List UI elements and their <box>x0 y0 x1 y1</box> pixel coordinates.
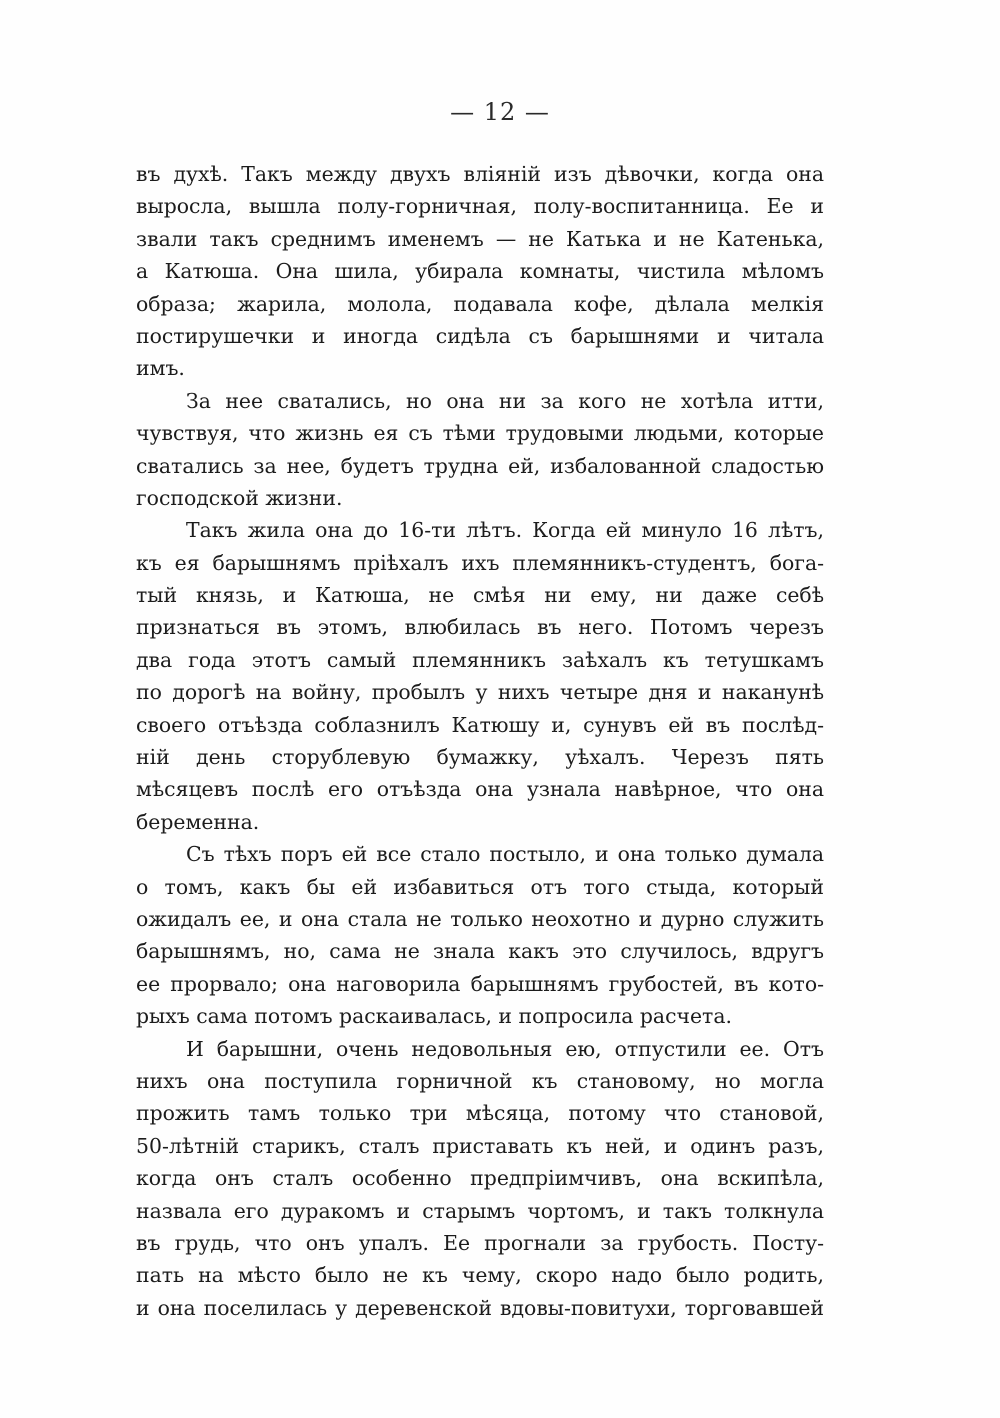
text-line: выросла, вышла полу-горничная, полу-воспитанница. Ее и <box>136 194 824 219</box>
text-line: беременна. <box>136 809 260 834</box>
text-line: два года этотъ самый племянникъ заѣхалъ къ тетушкамъ <box>136 647 824 672</box>
text-line: нихъ она поступила горничной къ становому, но могла <box>136 1068 824 1093</box>
text-line: звали такъ среднимъ именемъ — не Катька и не Катенька, <box>136 226 824 251</box>
text-line: ній день сторублевую бумажку, уѣхалъ. Черезъ пять <box>136 745 824 770</box>
page-number: — 12 — <box>450 98 550 126</box>
text-line: постирушечки и иногда сидѣла съ барышнями и читала <box>136 323 824 348</box>
text-line: а Катюша. Она шила, убирала комнаты, чистила мѣломъ <box>136 259 824 284</box>
text-line: мѣсяцевъ послѣ его отъѣзда она узнала навѣрное, что она <box>136 777 824 802</box>
text-line: господской жизни. <box>136 485 343 510</box>
paragraph <box>136 514 824 838</box>
text-line: За нее сватались, но она ни за кого не хотѣла итти, <box>186 388 824 413</box>
text-line: къ ея барышнямъ пріѣхалъ ихъ племянникъ-студентъ, бога- <box>136 550 824 575</box>
text-line: въ грудь, что онъ упалъ. Ее прогнали за грубость. Посту- <box>136 1230 824 1255</box>
text-line: 50-лѣтній старикъ, сталъ приставать къ ней, и одинъ разъ, <box>136 1133 824 1158</box>
paragraph <box>136 838 824 1032</box>
text-line: сватались за нее, будетъ трудна ей, избалованной сладостью <box>136 453 824 478</box>
text-line: чувствуя, что жизнь ея съ тѣми трудовыми людьми, которые <box>136 421 824 446</box>
text-line: Такъ жила она до 16-ти лѣтъ. Когда ей минуло 16 лѣтъ, <box>186 518 824 543</box>
text-line: о томъ, какъ бы ей избавиться отъ того стыда, который <box>136 874 824 899</box>
paragraph <box>136 385 824 515</box>
paragraph <box>136 158 824 385</box>
text-line: въ духѣ. Такъ между двухъ вліяній изъ дѣвочки, когда она <box>136 162 824 186</box>
text-line: пать на мѣсто было не къ чему, скоро надо было родить, <box>136 1263 824 1288</box>
text-line: Съ тѣхъ поръ ей все стало постыло, и она только думала <box>186 842 824 867</box>
text-line: когда онъ сталъ особенно предпріимчивъ, она вскипѣла, <box>136 1166 824 1191</box>
body-text <box>136 158 824 1324</box>
text-line: назвала его дуракомъ и старымъ чортомъ, и такъ толкнула <box>136 1198 824 1223</box>
text-line: образа; жарила, молола, подавала кофе, дѣлала мелкія <box>136 291 824 316</box>
text-line: своего отъѣзда соблазнилъ Катюшу и, сунувъ ей въ послѣд- <box>136 712 824 737</box>
paragraph <box>136 1033 824 1325</box>
text-line: И барышни, очень недовольныя ею, отпустили ее. Отъ <box>186 1036 824 1061</box>
text-line: тый князь, и Катюша, не смѣя ни ему, ни даже себѣ <box>136 583 824 608</box>
text-line: признаться въ этомъ, влюбилась въ него. Потомъ черезъ <box>136 615 824 640</box>
text-line: барышнямъ, но, сама не знала какъ это случилось, вдругъ <box>136 939 824 964</box>
text-line: прожить тамъ только три мѣсяца, потому что становой, <box>136 1101 824 1126</box>
text-line: имъ. <box>136 356 185 381</box>
text-line: ее прорвало; она наговорила барышнямъ грубостей, въ кото- <box>136 971 824 996</box>
text-line: по дорогѣ на войну, пробылъ у нихъ четыре дня и наканунѣ <box>136 680 824 705</box>
text-line: ожидалъ ее, и она стала не только неохотно и дурно служить <box>136 906 824 931</box>
text-line: и она поселилась у деревенской вдовы-повитухи, торговавшей <box>136 1295 824 1320</box>
text-line: рыхъ сама потомъ раскаивалась, и попросила расчета. <box>136 1004 732 1029</box>
